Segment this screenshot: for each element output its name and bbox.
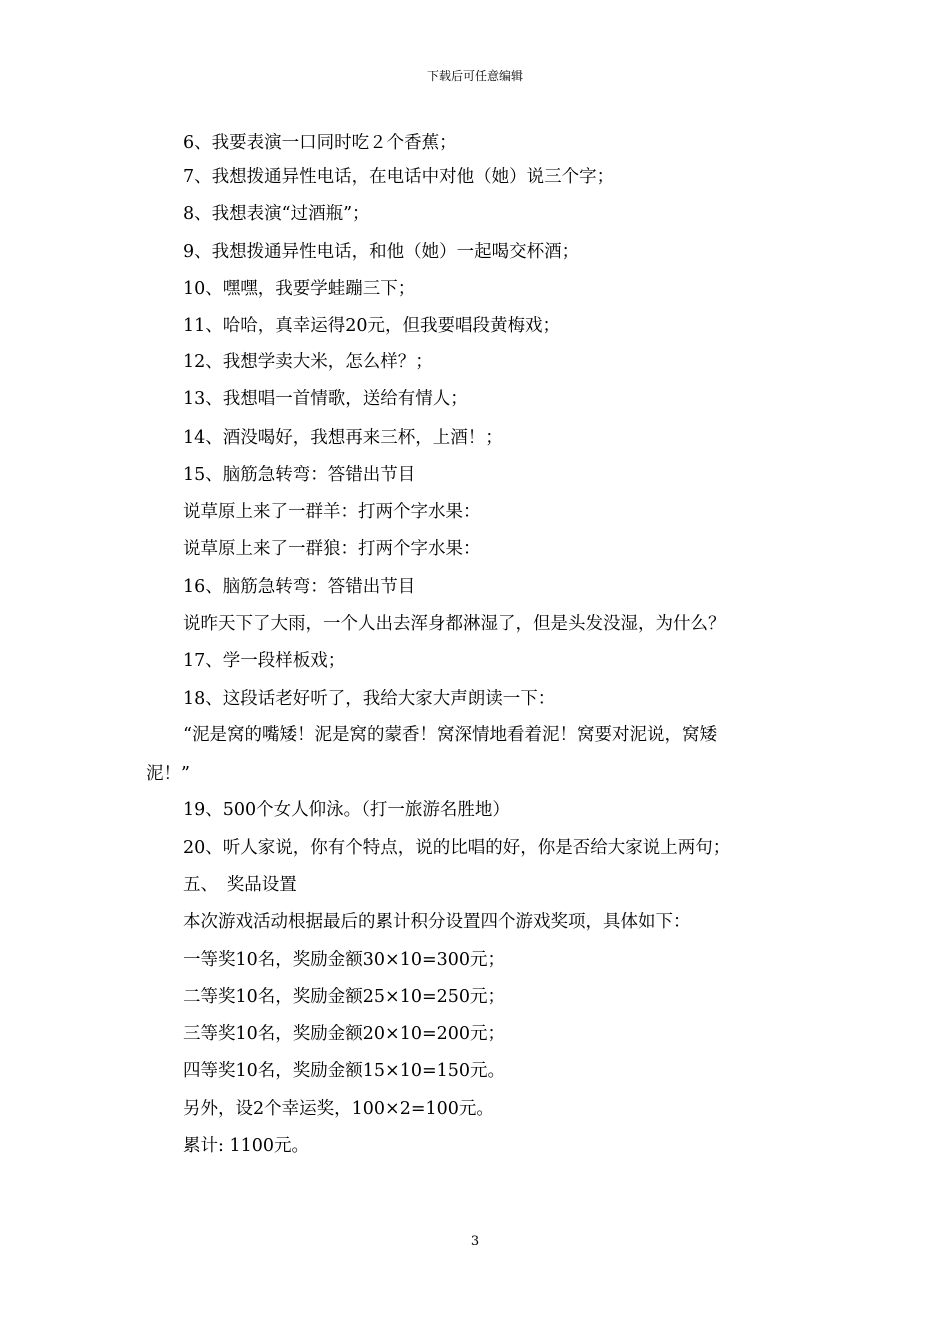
text-line: 9、我想拨通异性电话，和他（她）一起喝交杯酒； [183, 242, 580, 262]
section-heading: 五、 奖品设置 [183, 875, 297, 895]
text-line: 说草原上来了一群狼：打两个字水果： [183, 539, 481, 559]
text-line: 泥！” [146, 764, 190, 784]
text-line: 6、我要表演一口同时吃２个香蕉； [183, 133, 457, 153]
text-line: “泥是窝的嘴矮！泥是窝的蒙香！窝深情地看着泥！窝要对泥说，窝矮 [183, 725, 717, 745]
text-line: 另外，设2个幸运奖，100×2=100元。 [183, 1099, 494, 1119]
text-line: 17、学一段样板戏； [183, 651, 346, 671]
text-line: 13、我想唱一首情歌，送给有情人； [183, 389, 468, 409]
page-number: 3 [470, 1234, 480, 1249]
text-line: 16、脑筋急转弯：答错出节目 [183, 577, 416, 597]
text-line: 20、听人家说，你有个特点，说的比唱的好，你是否给大家说上两句； [183, 838, 731, 858]
text-line: 15、脑筋急转弯：答错出节目 [183, 465, 416, 485]
text-line: 累计: 1100元。 [183, 1136, 309, 1156]
text-line: 三等奖10名，奖励金额20×10=200元； [183, 1024, 506, 1044]
page-header: 下载后可任意编辑 [426, 69, 523, 83]
text-line: 7、我想拨通异性电话，在电话中对他（她）说三个字； [183, 167, 615, 187]
text-line: 19、500个女人仰泳。（打一旅游名胜地） [183, 800, 510, 820]
text-line: 14、酒没喝好，我想再来三杯，上酒！； [183, 428, 503, 448]
text-line: 四等奖10名，奖励金额15×10=150元。 [183, 1061, 506, 1081]
text-line: 10、嘿嘿，我要学蛙蹦三下； [183, 279, 416, 299]
text-line: 说昨天下了大雨，一个人出去浑身都淋湿了，但是头发没湿，为什么？ [183, 614, 726, 634]
text-line: 11、哈哈，真幸运得20元，但我要唱段黄梅戏； [183, 316, 561, 336]
text-line: 说草原上来了一群羊：打两个字水果： [183, 502, 481, 522]
text-line: 二等奖10名，奖励金额25×10=250元； [183, 987, 506, 1007]
text-line: 18、这段话老好听了，我给大家大声朗读一下： [183, 689, 556, 709]
text-line: 8、我想表演“过酒瓶”； [183, 204, 370, 224]
text-line: 12、我想学卖大米，怎么样？； [183, 352, 433, 372]
text-line: 本次游戏活动根据最后的累计积分设置四个游戏奖项，具体如下： [183, 912, 691, 932]
text-line: 一等奖10名，奖励金额30×10=300元； [183, 950, 506, 970]
